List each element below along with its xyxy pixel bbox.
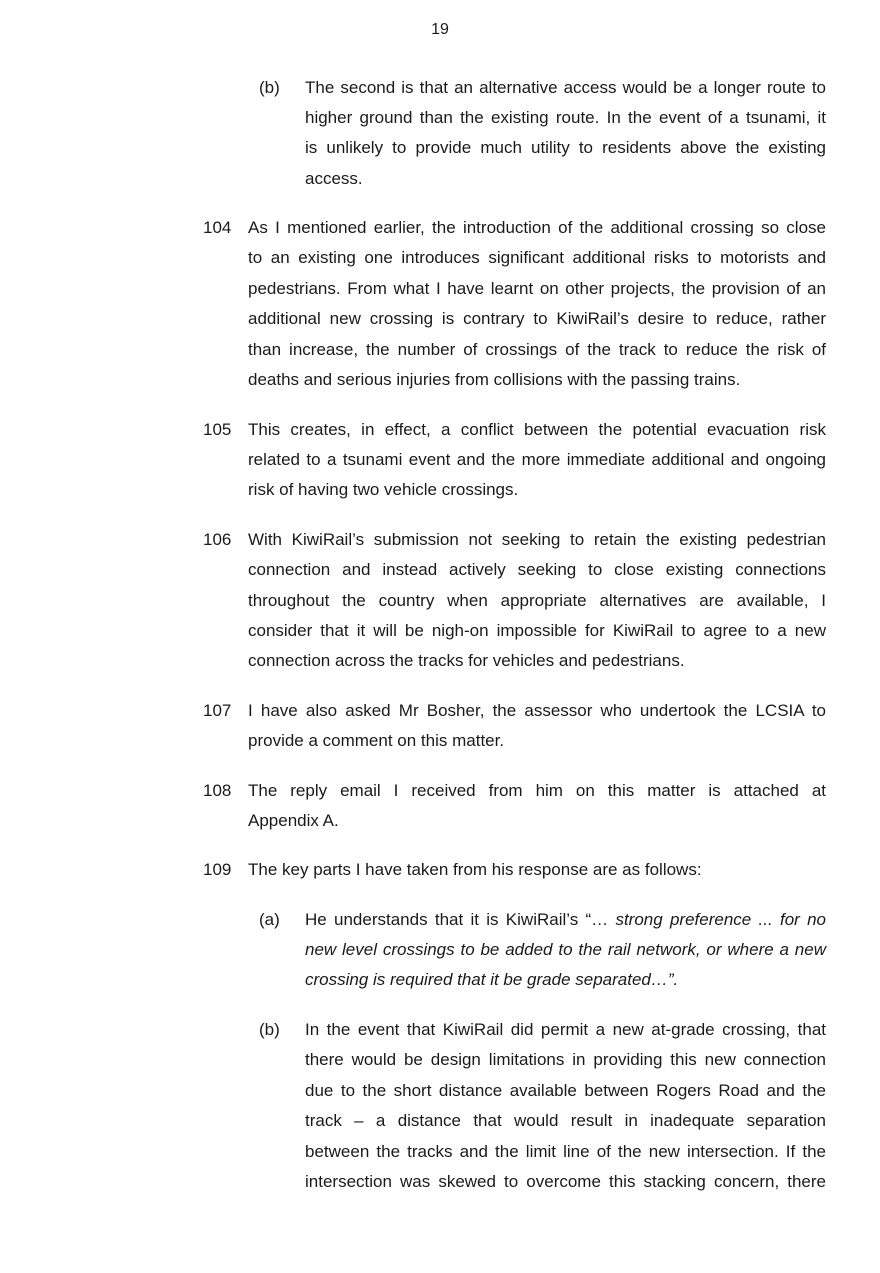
paragraph-number: 108 — [203, 781, 232, 800]
item-b-line: between the tracks and the limit line of the new intersection. If the — [305, 1142, 826, 1161]
paragraph-line: This creates, in effect, a conflict between the potential evacuation risk — [248, 420, 826, 439]
item-b-line: In the event that KiwiRail did permit a new at-grade crossing, that — [305, 1020, 826, 1039]
paragraph-line: connection across the tracks for vehicles and pedestrians. — [248, 651, 685, 670]
paragraph-line: additional new crossing is contrary to KiwiRail’s desire to reduce, rather — [248, 309, 826, 328]
item-a-plain-text: He understands that it is KiwiRail’s “… — [305, 910, 616, 929]
paragraph-line: connection and instead actively seeking to close existing connections — [248, 560, 826, 579]
paragraph-line: consider that it will be nigh-on impossible for KiwiRail to agree to a new — [248, 621, 826, 640]
paragraph-number: 109 — [203, 860, 232, 879]
item-b-intro-line: The second is that an alternative access would be a longer route to — [305, 78, 826, 97]
item-b-line: there would be design limitations in providing this new connection — [305, 1050, 826, 1069]
paragraph-line: deaths and serious injuries from collisions with the passing trains. — [248, 370, 741, 389]
page-number: 19 — [431, 21, 449, 38]
item-a-line: new level crossings to be added to the rail network, or where a new — [305, 940, 826, 959]
item-b-intro-line: is unlikely to provide much utility to residents above the existing — [305, 138, 826, 157]
item-b-line: intersection was skewed to overcome this stacking concern, there — [305, 1172, 826, 1191]
paragraph-line: related to a tsunami event and the more immediate additional and ongoing — [248, 450, 826, 469]
item-b-intro-line: access. — [305, 169, 363, 188]
paragraph-line: throughout the country when appropriate alternatives are available, I — [248, 591, 826, 610]
paragraph-number: 105 — [203, 420, 232, 439]
paragraph-line: provide a comment on this matter. — [248, 731, 505, 750]
item-b-label: (b) — [259, 1020, 280, 1039]
item-b-intro-label: (b) — [259, 78, 280, 97]
paragraph-line: risk of having two vehicle crossings. — [248, 480, 519, 499]
paragraph-line: pedestrians. From what I have learnt on other projects, the provision of an — [248, 279, 826, 298]
item-a-quote-text: strong preference ... for no — [615, 910, 826, 929]
item-a-label: (a) — [259, 910, 280, 929]
paragraph-line: As I mentioned earlier, the introduction of the additional crossing so close — [248, 218, 826, 237]
item-b-intro-line: higher ground than the existing route. In the event of a tsunami, it — [305, 108, 826, 127]
item-b-line: due to the short distance available between Rogers Road and the — [305, 1081, 826, 1100]
paragraph-line: The key parts I have taken from his response are as follows: — [248, 860, 702, 879]
paragraph-line: to an existing one introduces significant additional risks to motorists and — [248, 248, 826, 267]
paragraph-line: Appendix A. — [248, 811, 339, 830]
paragraph-number: 107 — [203, 701, 232, 720]
paragraph-number: 104 — [203, 218, 232, 237]
item-b-line: track – a distance that would result in inadequate separation — [305, 1111, 826, 1130]
paragraph-line: The reply email I received from him on this matter is attached at — [248, 781, 826, 800]
paragraph-line: I have also asked Mr Bosher, the assessor who undertook the LCSIA to — [248, 701, 826, 720]
paragraph-line: With KiwiRail’s submission not seeking to retain the existing pedestrian — [248, 530, 826, 549]
paragraph-number: 106 — [203, 530, 232, 549]
item-a-line: crossing is required that it be grade separated…”. — [305, 970, 679, 989]
item-a-line — [305, 909, 826, 931]
paragraph-line: than increase, the number of crossings of the track to reduce the risk of — [248, 340, 826, 359]
